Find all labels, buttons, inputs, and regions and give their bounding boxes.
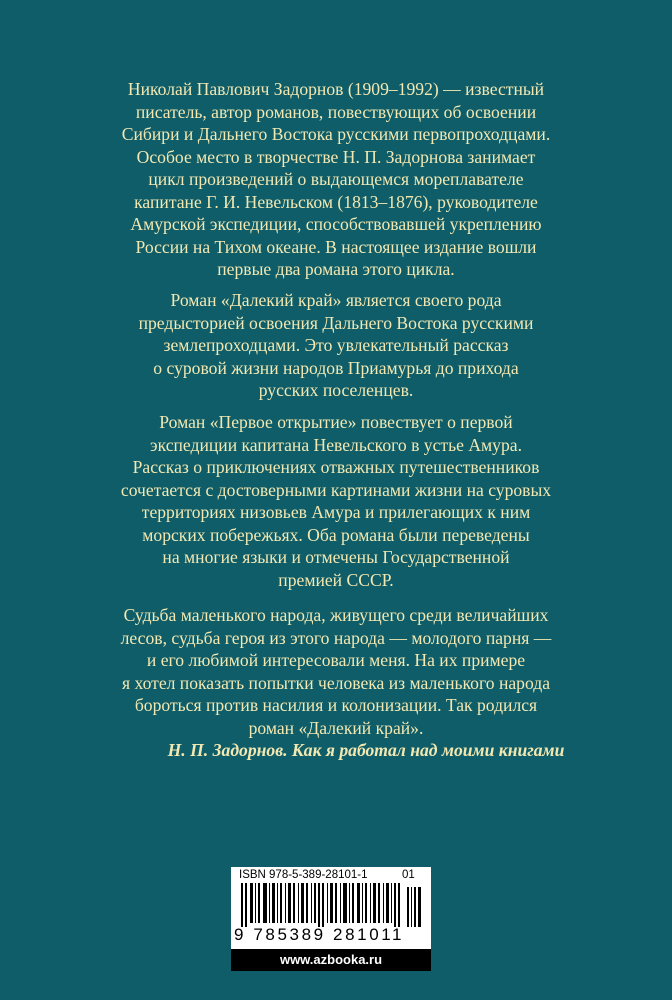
author-quote-paragraph [0, 604, 672, 762]
publisher-url: www.azbooka.ru [231, 949, 431, 971]
text-line: России на Тихом океане. В настоящее издание вошли [135, 236, 537, 257]
text-line: лесов, судьба героя из этого народа — молодого парня — [120, 627, 552, 648]
barcode-bars [241, 883, 423, 927]
text-line: Судьба маленького народа, живущего среди величайших [123, 605, 549, 625]
text-line: я хотел показать попытки человека из маленького народа [121, 672, 551, 693]
text-line: и его любимой интересовали меня. На их примере [146, 650, 526, 670]
text-line: сочетается с достоверными картинами жизни на суровых [120, 479, 552, 500]
text-line: морских побережьях. Оба романа были переведены [142, 524, 530, 545]
text-line: о суровой жизни народов Приамурья до прихода [153, 357, 519, 378]
text-line: премией СССР. [278, 569, 394, 590]
text-line: Николай Павлович Задорнов (1909–1992) — известный [127, 79, 545, 99]
text-line: первые два романа этого цикла. [217, 259, 455, 279]
novel-2-paragraph [0, 411, 672, 591]
text-line: предысторией освоения Дальнего Востока русскими [138, 312, 534, 333]
barcode-addon: 01 [402, 869, 415, 881]
novel-1-paragraph [0, 289, 672, 402]
text-line: капитане Г. И. Невельском (1813–1876), руководителе [134, 191, 538, 212]
text-line: на многие языки и отмечены Государственной [162, 547, 510, 567]
text-line: территориях низовьев Амура и прилегающих к ним [141, 502, 531, 522]
text-line: Рассказ о приключениях отважных путешественников [132, 457, 540, 477]
text-line: Роман «Первое открытие» повествует о первой [159, 412, 513, 432]
text-line: Амурской экспедиции, способствовавшей укреплению [130, 214, 542, 234]
text-line: экспедиции капитана Невельского в устье Амура. [150, 434, 522, 455]
text-line: Сибири и Дальнего Востока русскими первопроходцами. [121, 124, 551, 144]
text-line: цикл произведений о выдающемся мореплавателе [148, 169, 524, 189]
author-bio-paragraph [0, 78, 672, 281]
text-line: русских поселенцев. [258, 380, 414, 400]
text-line: бороться против насилия и колонизации. Так родился [134, 695, 538, 715]
quote-attribution: Н. П. Задорнов. Как я работал над моими книгами [167, 740, 565, 760]
text-line: писатель, автор романов, повествующих об освоении [135, 101, 537, 122]
isbn-label: ISBN 978-5-389-28101-1 [239, 869, 368, 881]
text-line: Роман «Далекий край» является своего рода [170, 290, 502, 310]
text-line: роман «Далекий край». [248, 717, 424, 738]
text-line: Особое место в творчестве Н. П. Задорнова занимает [136, 146, 536, 167]
barcode-digits: 9 785389 281011 [234, 925, 405, 944]
isbn-barcode [231, 867, 431, 971]
text-line: землепроходцами. Это увлекательный рассказ [163, 335, 509, 355]
